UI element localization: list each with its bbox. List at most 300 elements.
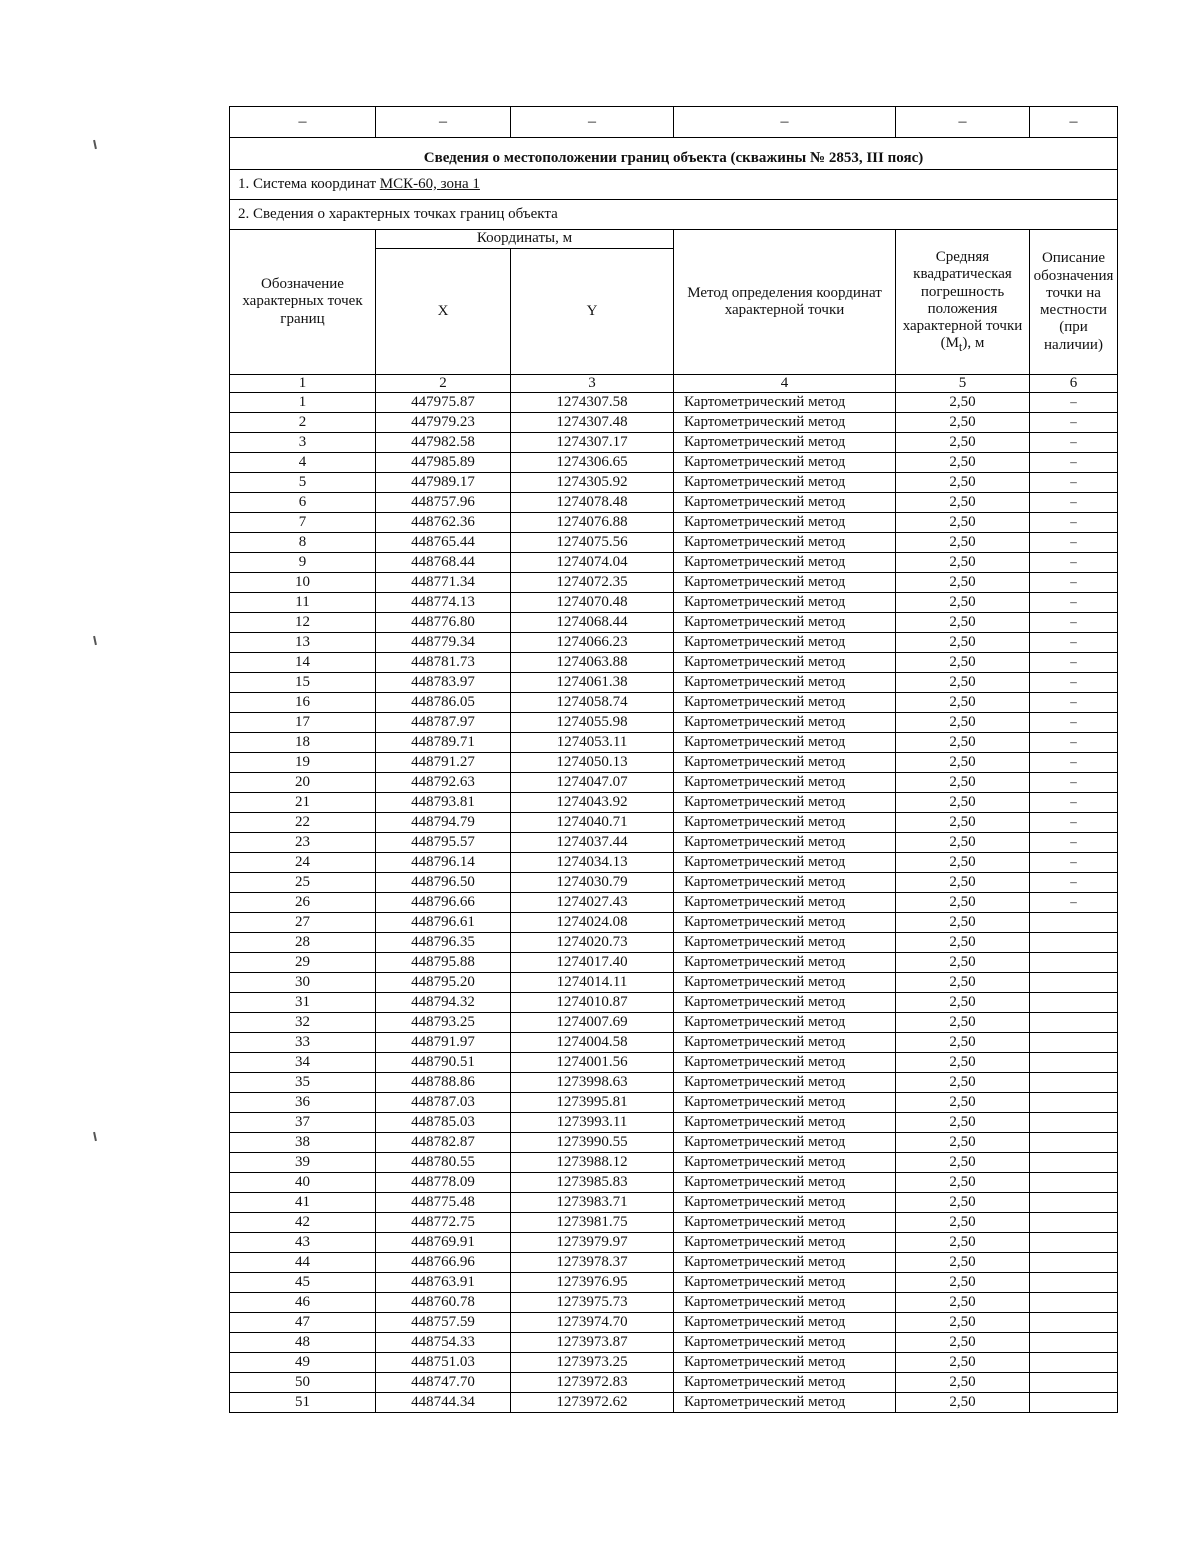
- error-value: 2,50: [896, 793, 1030, 813]
- points-heading-row: [230, 200, 1118, 230]
- description: [1030, 913, 1118, 933]
- coord-y: 1274068.44: [511, 613, 674, 633]
- error-value: 2,50: [896, 493, 1030, 513]
- point-number: 37: [230, 1113, 376, 1133]
- method: Картометрический метод: [674, 1013, 896, 1033]
- method: Картометрический метод: [674, 513, 896, 533]
- description: –: [1030, 573, 1118, 593]
- table-row: [230, 1133, 1118, 1153]
- header-y: Y: [511, 249, 674, 375]
- coord-y: 1274004.58: [511, 1033, 674, 1053]
- coordinate-system-value: МСК-60, зона 1: [379, 175, 480, 192]
- scan-mark-top: [93, 140, 97, 149]
- point-number: 49: [230, 1353, 376, 1373]
- method: Картометрический метод: [674, 993, 896, 1013]
- dash-cell: –: [376, 107, 511, 138]
- error-value: 2,50: [896, 1013, 1030, 1033]
- coord-x: 448760.78: [376, 1293, 511, 1313]
- dash-cell: –: [230, 107, 376, 138]
- table-row: [230, 613, 1118, 633]
- method: Картометрический метод: [674, 753, 896, 773]
- table-row: [230, 1273, 1118, 1293]
- column-number: 5: [896, 375, 1030, 393]
- coord-x: 448796.61: [376, 913, 511, 933]
- dash-cell: –: [896, 107, 1030, 138]
- description: –: [1030, 773, 1118, 793]
- method: Картометрический метод: [674, 613, 896, 633]
- point-number: 44: [230, 1253, 376, 1273]
- point-number: 20: [230, 773, 376, 793]
- coord-x: 448783.97: [376, 673, 511, 693]
- method: Картометрический метод: [674, 973, 896, 993]
- point-number: 43: [230, 1233, 376, 1253]
- point-number: 35: [230, 1073, 376, 1093]
- coord-y: 1274017.40: [511, 953, 674, 973]
- error-value: 2,50: [896, 573, 1030, 593]
- coord-y: 1274074.04: [511, 553, 674, 573]
- table-row: [230, 1193, 1118, 1213]
- point-number: 13: [230, 633, 376, 653]
- point-number: 12: [230, 613, 376, 633]
- coord-y: 1274061.38: [511, 673, 674, 693]
- coord-y: 1273998.63: [511, 1073, 674, 1093]
- point-number: 2: [230, 413, 376, 433]
- description: [1030, 1093, 1118, 1113]
- point-number: 19: [230, 753, 376, 773]
- coord-y: 1274001.56: [511, 1053, 674, 1073]
- description: –: [1030, 673, 1118, 693]
- description: –: [1030, 413, 1118, 433]
- description: –: [1030, 893, 1118, 913]
- point-number: 10: [230, 573, 376, 593]
- error-value: 2,50: [896, 1193, 1030, 1213]
- coord-x: 447982.58: [376, 433, 511, 453]
- coord-x: 448791.27: [376, 753, 511, 773]
- coord-x: 448744.34: [376, 1393, 511, 1413]
- error-value: 2,50: [896, 393, 1030, 413]
- table-row: [230, 473, 1118, 493]
- description: [1030, 1233, 1118, 1253]
- column-numbers-row: [230, 375, 1118, 393]
- description: [1030, 1013, 1118, 1033]
- method: Картометрический метод: [674, 1353, 896, 1373]
- coord-y: 1273972.83: [511, 1373, 674, 1393]
- coord-x: 448794.32: [376, 993, 511, 1013]
- error-value: 2,50: [896, 1073, 1030, 1093]
- error-value: 2,50: [896, 853, 1030, 873]
- coord-y: 1274070.48: [511, 593, 674, 613]
- method: Картометрический метод: [674, 893, 896, 913]
- error-value: 2,50: [896, 1373, 1030, 1393]
- method: Картометрический метод: [674, 1053, 896, 1073]
- table-row: [230, 1293, 1118, 1313]
- method: Картометрический метод: [674, 1373, 896, 1393]
- error-value: 2,50: [896, 433, 1030, 453]
- point-number: 5: [230, 473, 376, 493]
- error-value: 2,50: [896, 1253, 1030, 1273]
- method: Картометрический метод: [674, 453, 896, 473]
- table-row: [230, 453, 1118, 473]
- point-number: 41: [230, 1193, 376, 1213]
- coord-x: 448757.59: [376, 1313, 511, 1333]
- description: –: [1030, 713, 1118, 733]
- coord-x: 448782.87: [376, 1133, 511, 1153]
- description: [1030, 1213, 1118, 1233]
- table-row: [230, 553, 1118, 573]
- coord-x: 448775.48: [376, 1193, 511, 1213]
- point-number: 48: [230, 1333, 376, 1353]
- coord-x: 448763.91: [376, 1273, 511, 1293]
- coord-x: 448765.44: [376, 533, 511, 553]
- coord-x: 448796.66: [376, 893, 511, 913]
- coord-y: 1274010.87: [511, 993, 674, 1013]
- coord-y: 1274027.43: [511, 893, 674, 913]
- method: Картометрический метод: [674, 1153, 896, 1173]
- point-number: 17: [230, 713, 376, 733]
- coord-x: 448780.55: [376, 1153, 511, 1173]
- description: –: [1030, 853, 1118, 873]
- point-number: 23: [230, 833, 376, 853]
- error-value: 2,50: [896, 533, 1030, 553]
- error-value: 2,50: [896, 653, 1030, 673]
- description: –: [1030, 733, 1118, 753]
- table-row: [230, 793, 1118, 813]
- header-error-unit: ), м: [962, 335, 985, 352]
- description: [1030, 1353, 1118, 1373]
- error-value: 2,50: [896, 753, 1030, 773]
- coord-x: 448776.80: [376, 613, 511, 633]
- table-row: [230, 1353, 1118, 1373]
- coordinate-system: [230, 170, 1118, 200]
- coord-y: 1273976.95: [511, 1273, 674, 1293]
- method: Картометрический метод: [674, 793, 896, 813]
- coord-y: 1274063.88: [511, 653, 674, 673]
- method: Картометрический метод: [674, 773, 896, 793]
- error-value: 2,50: [896, 593, 1030, 613]
- table-row: [230, 1173, 1118, 1193]
- coord-y: 1274076.88: [511, 513, 674, 533]
- description: –: [1030, 693, 1118, 713]
- method: Картометрический метод: [674, 1033, 896, 1053]
- coord-y: 1273975.73: [511, 1293, 674, 1313]
- point-number: 25: [230, 873, 376, 893]
- point-number: 47: [230, 1313, 376, 1333]
- description: [1030, 1313, 1118, 1333]
- table-row: [230, 673, 1118, 693]
- coord-y: 1274072.35: [511, 573, 674, 593]
- point-number: 31: [230, 993, 376, 1013]
- coord-x: 448794.79: [376, 813, 511, 833]
- description: –: [1030, 873, 1118, 893]
- coord-x: 447985.89: [376, 453, 511, 473]
- method: Картометрический метод: [674, 1113, 896, 1133]
- coord-y: 1274307.48: [511, 413, 674, 433]
- table-row: [230, 1253, 1118, 1273]
- error-value: 2,50: [896, 893, 1030, 913]
- method: Картометрический метод: [674, 1093, 896, 1113]
- header-point: Обозначение характерных точек границ: [230, 230, 376, 375]
- description: [1030, 953, 1118, 973]
- table-row: [230, 1313, 1118, 1333]
- table-row: [230, 1073, 1118, 1093]
- method: Картометрический метод: [674, 433, 896, 453]
- coord-y: 1273974.70: [511, 1313, 674, 1333]
- coord-y: 1274066.23: [511, 633, 674, 653]
- error-value: 2,50: [896, 1153, 1030, 1173]
- table-row: [230, 593, 1118, 613]
- boundary-table: [229, 106, 1118, 1413]
- error-value: 2,50: [896, 633, 1030, 653]
- description: [1030, 993, 1118, 1013]
- description: [1030, 1173, 1118, 1193]
- method: Картометрический метод: [674, 913, 896, 933]
- table-row: [230, 773, 1118, 793]
- coord-x: 448787.03: [376, 1093, 511, 1113]
- method: Картометрический метод: [674, 933, 896, 953]
- coord-y: 1274075.56: [511, 533, 674, 553]
- point-number: 6: [230, 493, 376, 513]
- method: Картометрический метод: [674, 593, 896, 613]
- error-value: 2,50: [896, 713, 1030, 733]
- table-row: [230, 1393, 1118, 1413]
- method: Картометрический метод: [674, 1173, 896, 1193]
- coord-y: 1274305.92: [511, 473, 674, 493]
- coord-y: 1274050.13: [511, 753, 674, 773]
- error-value: 2,50: [896, 1213, 1030, 1233]
- coord-x: 448766.96: [376, 1253, 511, 1273]
- error-value: 2,50: [896, 1173, 1030, 1193]
- header-description: Описание обозначения точки на местности (при наличии): [1030, 230, 1118, 375]
- table-row: [230, 493, 1118, 513]
- table-row: [230, 413, 1118, 433]
- coord-x: 448795.88: [376, 953, 511, 973]
- coord-x: 448785.03: [376, 1113, 511, 1133]
- error-value: 2,50: [896, 453, 1030, 473]
- point-number: 51: [230, 1393, 376, 1413]
- point-number: 45: [230, 1273, 376, 1293]
- point-number: 16: [230, 693, 376, 713]
- point-number: 11: [230, 593, 376, 613]
- table-row: [230, 913, 1118, 933]
- coord-y: 1273978.37: [511, 1253, 674, 1273]
- coord-x: 448779.34: [376, 633, 511, 653]
- table-row: [230, 933, 1118, 953]
- coord-y: 1273973.87: [511, 1333, 674, 1353]
- table-row: [230, 973, 1118, 993]
- coord-x: 448789.71: [376, 733, 511, 753]
- coord-x: 448790.51: [376, 1053, 511, 1073]
- error-value: 2,50: [896, 1133, 1030, 1153]
- point-number: 38: [230, 1133, 376, 1153]
- header-error: [896, 230, 1030, 375]
- point-number: 27: [230, 913, 376, 933]
- table-row: [230, 1013, 1118, 1033]
- method: Картометрический метод: [674, 1333, 896, 1353]
- dash-cell: –: [1030, 107, 1118, 138]
- point-number: 29: [230, 953, 376, 973]
- table-row: [230, 533, 1118, 553]
- point-number: 39: [230, 1153, 376, 1173]
- method: Картометрический метод: [674, 1253, 896, 1273]
- error-value: 2,50: [896, 473, 1030, 493]
- error-value: 2,50: [896, 1033, 1030, 1053]
- point-number: 33: [230, 1033, 376, 1053]
- point-number: 22: [230, 813, 376, 833]
- error-value: 2,50: [896, 553, 1030, 573]
- coord-y: 1274307.58: [511, 393, 674, 413]
- point-number: 46: [230, 1293, 376, 1313]
- table-row: [230, 1113, 1118, 1133]
- description: –: [1030, 553, 1118, 573]
- header-x: X: [376, 249, 511, 375]
- description: –: [1030, 493, 1118, 513]
- table-row: [230, 393, 1118, 413]
- coord-x: 448769.91: [376, 1233, 511, 1253]
- coord-y: 1274306.65: [511, 453, 674, 473]
- error-value: 2,50: [896, 1353, 1030, 1373]
- error-value: 2,50: [896, 613, 1030, 633]
- header-error-text: Средняя квадратическая погрешность положения характерной точки (M: [902, 249, 1023, 352]
- point-number: 50: [230, 1373, 376, 1393]
- coord-y: 1274078.48: [511, 493, 674, 513]
- coord-x: 448754.33: [376, 1333, 511, 1353]
- method: Картометрический метод: [674, 1213, 896, 1233]
- coord-y: 1273993.11: [511, 1113, 674, 1133]
- error-value: 2,50: [896, 1053, 1030, 1073]
- description: –: [1030, 593, 1118, 613]
- coord-y: 1274020.73: [511, 933, 674, 953]
- coord-y: 1273981.75: [511, 1213, 674, 1233]
- coord-x: 447989.17: [376, 473, 511, 493]
- method: Картометрический метод: [674, 493, 896, 513]
- coord-y: 1274024.08: [511, 913, 674, 933]
- description: –: [1030, 653, 1118, 673]
- description: –: [1030, 833, 1118, 853]
- coord-x: 448757.96: [376, 493, 511, 513]
- header-error-subscript: t: [958, 340, 963, 355]
- coord-y: 1273990.55: [511, 1133, 674, 1153]
- table-row: [230, 833, 1118, 853]
- coord-y: 1274307.17: [511, 433, 674, 453]
- section-title: Сведения о местоположении границ объекта (скважины № 2853, III пояс): [230, 138, 1118, 170]
- error-value: 2,50: [896, 773, 1030, 793]
- coord-x: 448786.05: [376, 693, 511, 713]
- coord-x: 448795.57: [376, 833, 511, 853]
- description: –: [1030, 793, 1118, 813]
- table-row: [230, 1033, 1118, 1053]
- description: –: [1030, 533, 1118, 553]
- point-number: 40: [230, 1173, 376, 1193]
- description: [1030, 933, 1118, 953]
- coord-y: 1273973.25: [511, 1353, 674, 1373]
- coord-x: 448796.50: [376, 873, 511, 893]
- table-row: [230, 1373, 1118, 1393]
- method: Картометрический метод: [674, 653, 896, 673]
- point-number: 34: [230, 1053, 376, 1073]
- coord-y: 1273995.81: [511, 1093, 674, 1113]
- point-number: 28: [230, 933, 376, 953]
- point-number: 21: [230, 793, 376, 813]
- coord-y: 1274055.98: [511, 713, 674, 733]
- coord-y: 1274037.44: [511, 833, 674, 853]
- method: Картометрический метод: [674, 473, 896, 493]
- coord-y: 1273988.12: [511, 1153, 674, 1173]
- table-row: [230, 653, 1118, 673]
- method: Картометрический метод: [674, 633, 896, 653]
- column-number: 3: [511, 375, 674, 393]
- point-number: 4: [230, 453, 376, 473]
- coord-x: 448774.13: [376, 593, 511, 613]
- error-value: 2,50: [896, 1333, 1030, 1353]
- coord-y: 1273979.97: [511, 1233, 674, 1253]
- error-value: 2,50: [896, 1293, 1030, 1313]
- table-row: [230, 713, 1118, 733]
- table-row: [230, 633, 1118, 653]
- description: [1030, 1373, 1118, 1393]
- coord-y: 1273983.71: [511, 1193, 674, 1213]
- point-number: 36: [230, 1093, 376, 1113]
- column-number: 6: [1030, 375, 1118, 393]
- previous-section-row: [230, 107, 1118, 138]
- error-value: 2,50: [896, 933, 1030, 953]
- points-heading: 2. Сведения о характерных точках границ объекта: [230, 200, 1118, 230]
- coord-x: 448795.20: [376, 973, 511, 993]
- point-number: 14: [230, 653, 376, 673]
- description: –: [1030, 473, 1118, 493]
- table-row: [230, 1233, 1118, 1253]
- method: Картометрический метод: [674, 573, 896, 593]
- error-value: 2,50: [896, 913, 1030, 933]
- table-row: [230, 693, 1118, 713]
- coord-x: 448747.70: [376, 1373, 511, 1393]
- dash-cell: –: [674, 107, 896, 138]
- method: Картометрический метод: [674, 713, 896, 733]
- description: [1030, 973, 1118, 993]
- point-number: 30: [230, 973, 376, 993]
- error-value: 2,50: [896, 693, 1030, 713]
- coord-x: 448793.25: [376, 1013, 511, 1033]
- description: –: [1030, 813, 1118, 833]
- method: Картометрический метод: [674, 1293, 896, 1313]
- table-row: [230, 753, 1118, 773]
- table-row: [230, 733, 1118, 753]
- coord-x: 448796.35: [376, 933, 511, 953]
- coord-x: 447979.23: [376, 413, 511, 433]
- table-row: [230, 993, 1118, 1013]
- description: [1030, 1333, 1118, 1353]
- method: Картометрический метод: [674, 853, 896, 873]
- coord-x: 448762.36: [376, 513, 511, 533]
- coord-x: 448788.86: [376, 1073, 511, 1093]
- coord-x: 448751.03: [376, 1353, 511, 1373]
- description: [1030, 1253, 1118, 1273]
- description: –: [1030, 633, 1118, 653]
- table-row: [230, 573, 1118, 593]
- error-value: 2,50: [896, 1313, 1030, 1333]
- coord-x: 448781.73: [376, 653, 511, 673]
- description: [1030, 1053, 1118, 1073]
- column-number: 4: [674, 375, 896, 393]
- method: Картометрический метод: [674, 953, 896, 973]
- error-value: 2,50: [896, 873, 1030, 893]
- method: Картометрический метод: [674, 1393, 896, 1413]
- coord-y: 1274058.74: [511, 693, 674, 713]
- coord-y: 1274030.79: [511, 873, 674, 893]
- coord-y: 1274053.11: [511, 733, 674, 753]
- coord-x: 448771.34: [376, 573, 511, 593]
- coord-x: 448793.81: [376, 793, 511, 813]
- method: Картометрический метод: [674, 733, 896, 753]
